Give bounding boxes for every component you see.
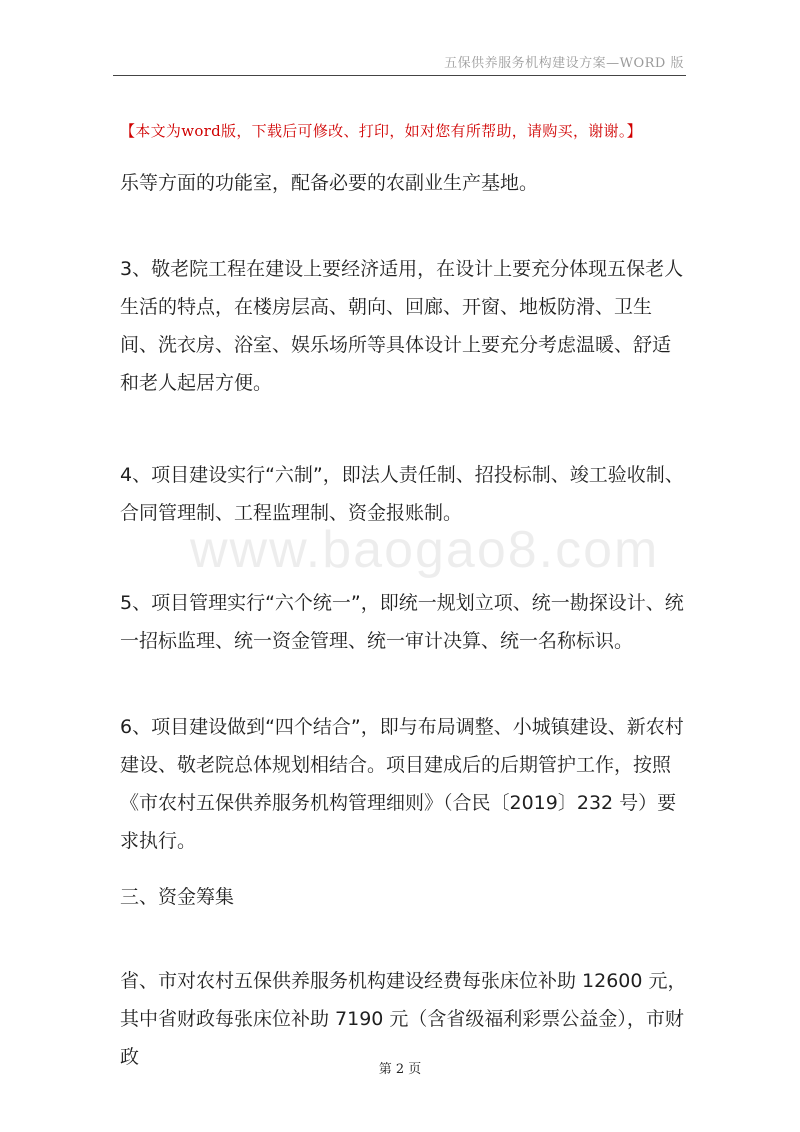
header-divider [113, 75, 686, 76]
watermark: www.baogao8.com [190, 521, 660, 579]
paragraph-item-6: 6、项目建设做到“四个结合”，即与布局调整、小城镇建设、新农村建设、敬老院总体规划相结合。项目建成后的后期管护工作，按照《市农村五保供养服务机构管理细则》（合民〔2019〕232 号）要求执行。 [120, 716, 684, 852]
purchase-notice: 【本文为word版，下载后可修改、打印，如对您有所帮助，请购买，谢谢。】 [120, 122, 642, 140]
section-heading-funding: 三、资金筹集 [120, 886, 235, 908]
paragraph-item-5: 5、项目管理实行“六个统一”，即统一规划立项、统一勘探设计、统一招标监理、统一资金管理、统一审计决算、统一名称标识。 [120, 592, 684, 652]
page-number: 第 2 页 [378, 1062, 422, 1077]
paragraph-continued: 乐等方面的功能室，配备必要的农副业生产基地。 [120, 172, 539, 194]
running-header: 五保供养服务机构建设方案—WORD 版 [444, 56, 684, 71]
paragraph-funding: 省、市对农村五保供养服务机构建设经费每张床位补助 12600 元，其中省财政每张床位补助 7190 元（含省级福利彩票公益金），市财政 [120, 970, 687, 1068]
paragraph-item-4: 4、项目建设实行“六制”，即法人责任制、招投标制、竣工验收制、合同管理制、工程监理制、资金报账制。 [120, 464, 684, 524]
paragraph-item-3: 3、敬老院工程在建设上要经济适用，在设计上要充分体现五保老人生活的特点，在楼房层高、朝向、回廊、开窗、地板防滑、卫生间、洗衣房、浴室、娱乐场所等具体设计上要充分考虑温暖、舒适和老人起居方便。 [120, 258, 684, 394]
